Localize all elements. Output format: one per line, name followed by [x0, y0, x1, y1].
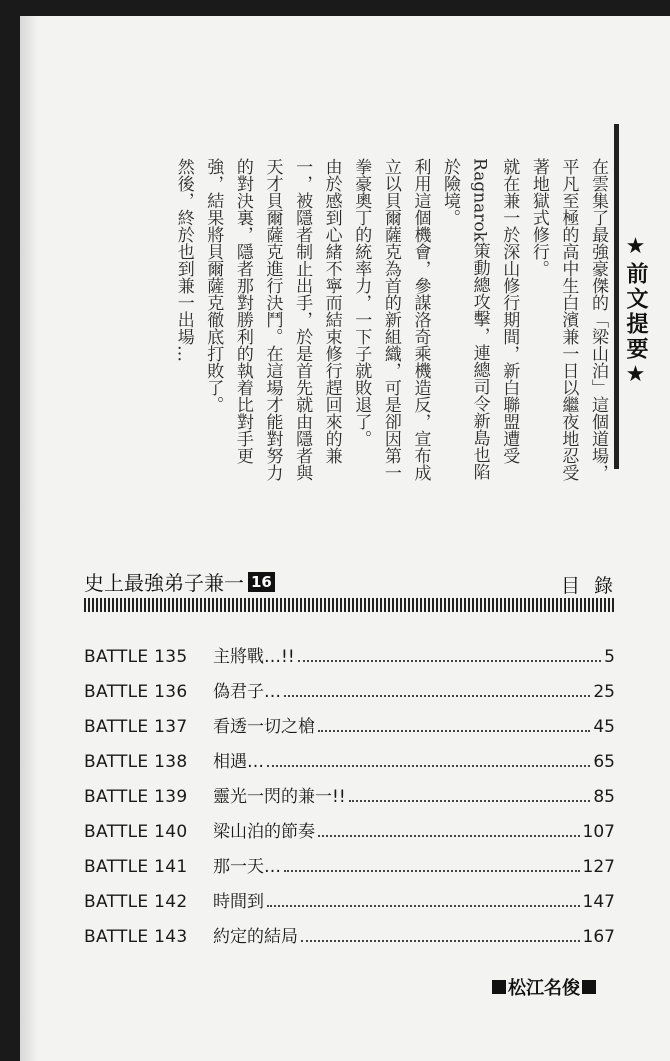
author-name: 松江名俊	[508, 978, 580, 999]
toc-leader	[301, 940, 580, 942]
toc-leader	[298, 660, 602, 662]
toc-title: 主將戰…!!	[213, 647, 295, 667]
toc-row[interactable]	[84, 807, 615, 842]
toc-leader	[318, 835, 580, 837]
summary-paragraph: 在雲集了最強豪傑的「梁山泊」這個道場，平凡至極的高中生白濱兼一日以繼夜地忍受著地獄式修行。	[528, 158, 608, 481]
toc-row[interactable]	[84, 737, 615, 772]
toc-battle: BATTLE 137	[84, 717, 188, 737]
summary-rule	[614, 124, 619, 469]
book-page	[20, 16, 670, 1061]
toc-title: 看透一切之槍	[213, 717, 315, 737]
summary-paragraph: 然後，終於也到兼一出場…	[173, 158, 194, 362]
toc-leader	[267, 905, 580, 907]
toc-title: 偽君子…	[213, 682, 281, 702]
table-of-contents	[84, 632, 615, 947]
toc-battle: BATTLE 136	[84, 682, 188, 702]
summary-text	[168, 158, 612, 488]
toc-title: 相遇…	[213, 752, 264, 772]
toc-battle: BATTLE 142	[84, 892, 188, 912]
summary-paragraph: 利用這個機會，參謀洛奇乘機造反，宣布成立以貝爾薩克為首的新組織，可是卻因第一拳豪奧丁的統率力，一下子就敗退了。	[351, 158, 431, 481]
toc-leader	[318, 730, 590, 732]
toc-page: 5	[604, 647, 615, 667]
toc-battle: BATTLE 141	[84, 857, 188, 877]
square-icon	[582, 980, 596, 994]
toc-title: 約定的結局	[213, 927, 298, 947]
summary-paragraph: 就在兼一於深山修行期間，新白聯盟遭受Ragnarok策動總攻擊，連總司令新島也陷於險境。	[440, 158, 520, 480]
toc-leader	[267, 765, 590, 767]
volume-badge: 16	[248, 572, 275, 592]
toc-page: 127	[582, 857, 615, 877]
toc-row[interactable]	[84, 912, 615, 947]
tick-rule	[84, 598, 614, 612]
toc-title: 那一天…	[213, 857, 281, 877]
toc-leader	[349, 800, 591, 802]
toc-leader	[284, 870, 580, 872]
toc-battle: BATTLE 139	[84, 787, 188, 807]
toc-page: 25	[593, 682, 615, 702]
toc-battle: BATTLE 143	[84, 927, 188, 947]
toc-row[interactable]	[84, 772, 615, 807]
toc-page: 85	[593, 787, 615, 807]
toc-battle: BATTLE 140	[84, 822, 188, 842]
toc-row[interactable]	[84, 667, 615, 702]
toc-battle: BATTLE 138	[84, 752, 188, 772]
author-credit	[490, 974, 598, 1000]
toc-page: 107	[582, 822, 615, 842]
toc-page: 147	[582, 892, 615, 912]
summary-title: ★前文提要★	[623, 234, 648, 390]
toc-row[interactable]	[84, 702, 615, 737]
toc-battle: BATTLE 135	[84, 647, 188, 667]
toc-row[interactable]	[84, 877, 615, 912]
toc-title: 梁山泊的節奏	[213, 822, 315, 842]
toc-row[interactable]	[84, 632, 615, 667]
book-title-text: 史上最強弟子兼一	[84, 571, 244, 595]
toc-leader	[284, 695, 590, 697]
square-icon	[492, 980, 506, 994]
toc-heading: 目錄	[561, 575, 628, 597]
book-title	[84, 567, 275, 596]
toc-row[interactable]	[84, 842, 615, 877]
toc-title: 靈光一閃的兼一!!	[213, 787, 346, 807]
toc-page: 167	[582, 927, 615, 947]
toc-page: 45	[593, 717, 615, 737]
toc-title: 時間到	[213, 892, 264, 912]
summary-paragraph: 由於感到心緒不寧而結束修行趕回來的兼一，被隱者制止出手，於是首先就由隱者與天才貝爾薩克進行決鬥。在這場才能對努力的對決裏，隱者那對勝利的執着比對手更強，結果將貝爾薩克徹底打敗了。	[203, 158, 342, 481]
toc-page: 65	[593, 752, 615, 772]
